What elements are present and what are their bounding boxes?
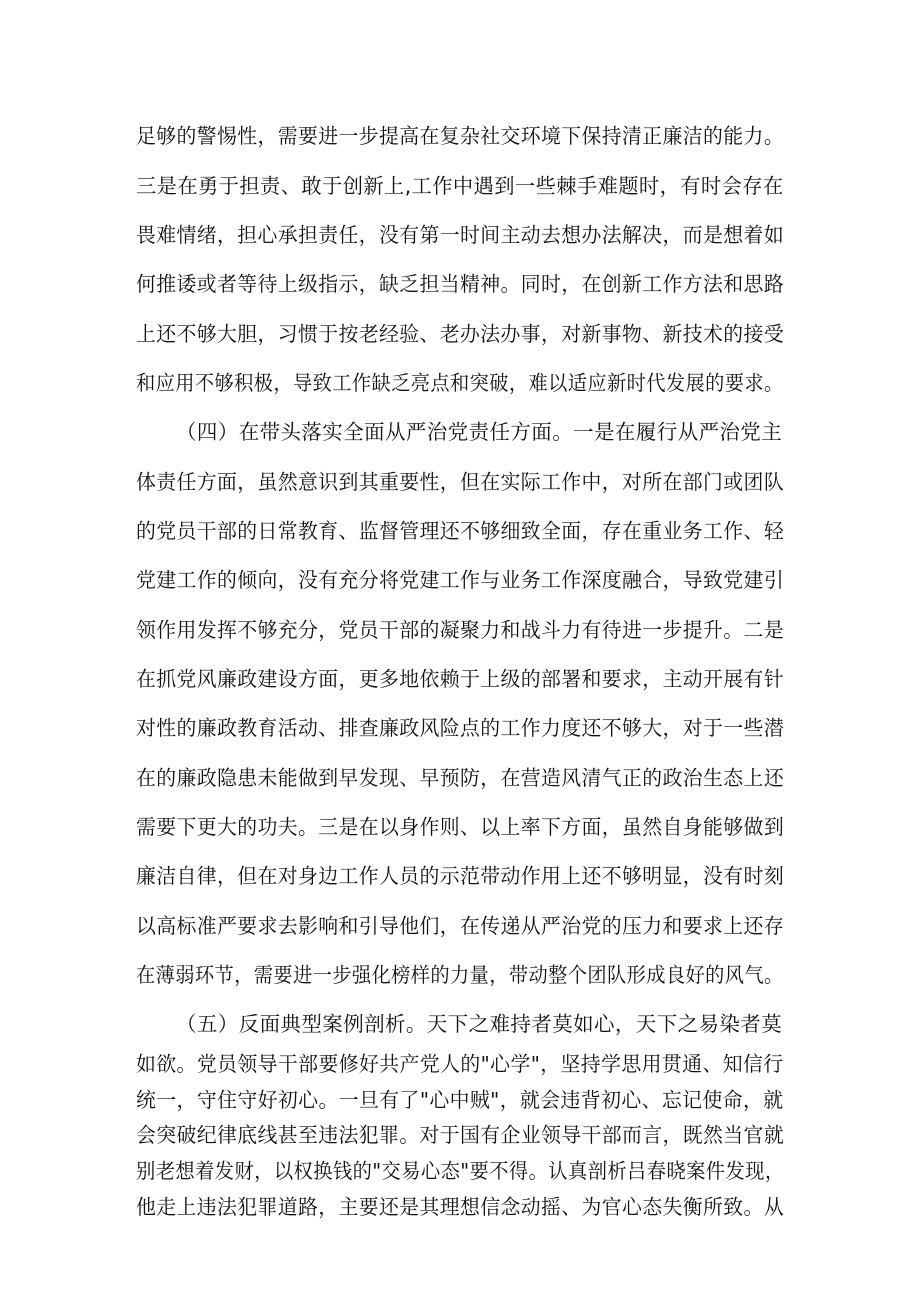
section-heading-line: （五）反面典型案例剖析。天下之难持者莫如心，天下之易染者莫 [176,1012,783,1036]
paragraph-line: 廉洁自律，但在对身边工作人员的示范带动作用上还不够明显，没有时刻 [136,864,785,888]
paragraph-line: 会突破纪律底线甚至违法犯罪。对于国有企业领导干部而言，既然当官就 [136,1123,785,1147]
paragraph-line: 别老想着发财，以权换钱的"交易心态"要不得。认真剖析吕春晓案件发现， [136,1159,785,1183]
paragraph-line: 党建工作的倾向，没有充分将党建工作与业务工作深度融合，导致党建引 [136,568,785,592]
paragraph-line: 何推诿或者等待上级指示，缺乏担当精神。同时，在创新工作方法和思路 [136,272,785,296]
paragraph-line: 对性的廉政教育活动、排查廉政风险点的工作力度还不够大，对于一些潜 [136,716,785,740]
paragraph-line: 三是在勇于担责、敢于创新上,工作中遇到一些棘手难题时，有时会存在 [136,174,784,198]
paragraph-line: 需要下更大的功夫。三是在以身作则、以上率下方面，虽然自身能够做到 [136,815,785,839]
paragraph-line: 他走上违法犯罪道路，主要还是其理想信念动摇、为官心态失衡所致。从 [136,1195,785,1219]
paragraph-line: 统一，守住守好初心。一旦有了"心中贼"，就会违背初心、忘记使命，就 [136,1088,784,1112]
paragraph-line: 领作用发挥不够充分，党员干部的凝聚力和战斗力有待进一步提升。二是 [136,618,785,642]
paragraph-line: 和应用不够积极，导致工作缺乏亮点和突破，难以适应新时代发展的要求。 [136,371,784,395]
paragraph-line: 在薄弱环节，需要进一步强化榜样的力量，带动整个团队形成良好的风气。 [136,963,784,987]
paragraph-line: 如欲。党员领导干部要修好共产党人的"心学"，坚持学思用贯通、知信行 [136,1052,784,1076]
paragraph-line: 足够的警惕性，需要进一步提高在复杂社交环境下保持清正廉洁的能力。 [136,124,785,148]
paragraph-line: 体责任方面，虽然意识到其重要性，但在实际工作中，对所在部门或团队 [136,470,785,494]
paragraph-line: 以高标准严要求去影响和引导他们，在传递从严治党的压力和要求上还存 [136,914,785,938]
paragraph-line: 的党员干部的日常教育、监督管理还不够细致全面，存在重业务工作、轻 [136,519,785,543]
paragraph-line: 畏难情绪，担心承担责任，没有第一时间主动去想办法解决，而是想着如 [136,223,785,247]
paragraph-line: 在的廉政隐患未能做到早发现、早预防，在营造风清气正的政治生态上还 [136,766,785,790]
section-heading-line: （四）在带头落实全面从严治党责任方面。一是在履行从严治党主 [176,420,783,444]
paragraph-line: 在抓党风廉政建设方面，更多地依赖于上级的部署和要求，主动开展有针 [136,667,785,691]
paragraph-line: 上还不够大胆，习惯于按老经验、老办法办事，对新事物、新技术的接受 [136,322,785,346]
